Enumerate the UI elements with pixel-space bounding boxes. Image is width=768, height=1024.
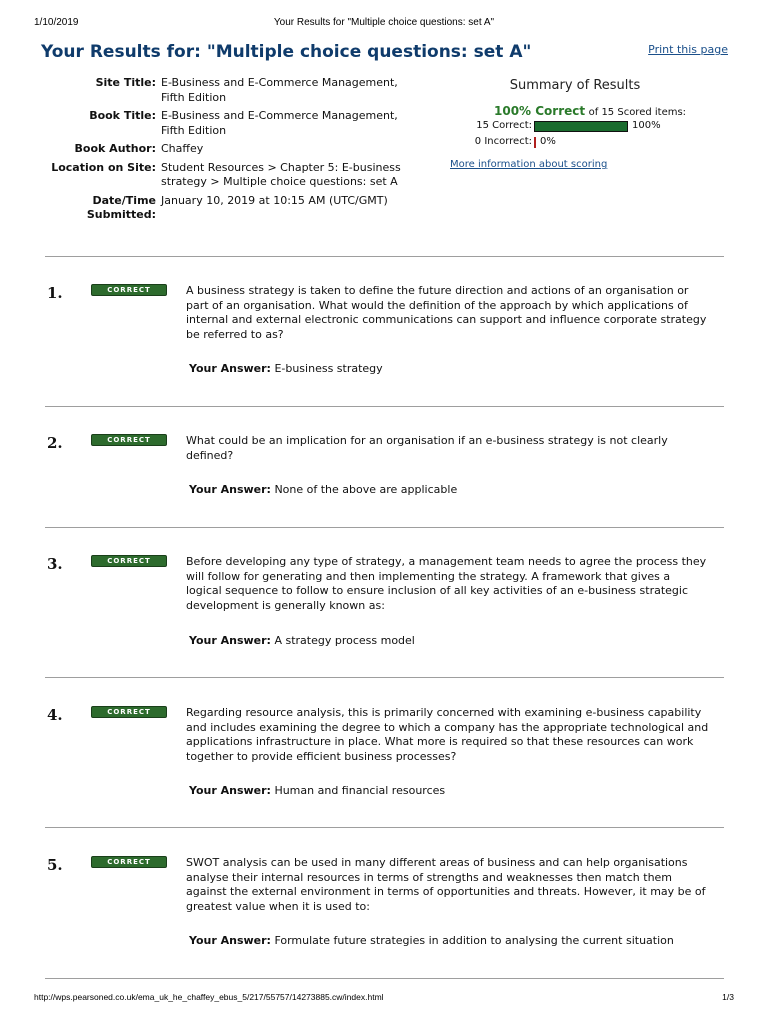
incorrect-percent: 0% (540, 136, 556, 147)
question-line: applications infrastructure in place. What more is required so that these resources can work (186, 735, 694, 749)
page-number: 1/3 (722, 992, 734, 1002)
question-number: 3. (47, 555, 63, 573)
summary-title: Summary of Results (509, 78, 641, 93)
your-answer (189, 483, 457, 496)
meta-row-location (40, 161, 430, 190)
meta-row-date-submitted (40, 194, 430, 223)
meta-value (161, 194, 430, 223)
question-text (186, 284, 726, 342)
divider (45, 256, 724, 257)
divider (45, 677, 724, 678)
print-header (34, 17, 734, 31)
question-line: Before developing any type of strategy, a management team needs to agree the process they (186, 555, 707, 568)
meta-value-line: Student Resources > Chapter 5: E-business (161, 160, 401, 174)
answer-value: Formulate future strategies in addition to analysing the current situation (274, 934, 674, 947)
print-document-title: Your Results for "Multiple choice questions: set A" (273, 17, 495, 28)
question-line: analyse their internal resources in terms of strengths and weaknesses then match them (186, 870, 673, 884)
divider (45, 978, 724, 979)
correct-bar-row (450, 120, 740, 134)
answer-value: A strategy process model (274, 634, 415, 647)
incorrect-bar (534, 137, 536, 148)
meta-value-line: Chaffey (161, 142, 204, 155)
correct-bar (534, 121, 628, 132)
question-line: internal and external electronic communications can support and influence corporate strategy (186, 313, 707, 327)
correct-label: 15 Correct: (476, 120, 532, 131)
meta-label (40, 194, 161, 223)
scored-items-text: of 15 Scored items: (588, 107, 687, 118)
meta-value (161, 76, 430, 105)
question-text (186, 856, 726, 914)
your-answer (189, 784, 445, 797)
correct-badge: CORRECT (91, 856, 167, 868)
print-date: 1/10/2019 (34, 17, 79, 28)
your-answer (189, 362, 383, 375)
meta-value (161, 109, 430, 138)
page-title: Your Results for: "Multiple choice questions: set A" (41, 42, 532, 62)
meta-value-line: E-Business and E-Commerce Management, (161, 109, 398, 122)
divider (45, 406, 724, 407)
question-line: Regarding resource analysis, this is primarily concerned with examining e-business capability (186, 706, 702, 719)
meta-value-line: Fifth Edition (161, 90, 227, 104)
meta-row-book-title (40, 109, 430, 138)
meta-label: Book Author: (74, 142, 156, 155)
print-footer (34, 992, 734, 1006)
scoring-info-link[interactable]: More information about scoring (450, 159, 608, 170)
incorrect-label: 0 Incorrect: (474, 136, 532, 147)
meta-label: Book Title: (89, 109, 156, 122)
question-number: 4. (47, 706, 63, 724)
meta-row-book-author (40, 142, 430, 157)
question-number: 2. (47, 434, 63, 452)
meta-value-line: strategy > Multiple choice questions: set A (161, 175, 398, 188)
meta-value-line: Fifth Edition (161, 123, 227, 137)
question-line: against the external environment in terms of opportunities and threats. However, it may be of (186, 885, 706, 899)
answer-label: Your Answer: (189, 784, 271, 797)
meta-label: Location on Site: (51, 160, 156, 174)
page-url: http://wps.pearsoned.co.uk/ema_uk_he_chaffey_ebus_5/217/55757/14273885.cw/index.html (34, 992, 384, 1002)
correct-bar-track (534, 121, 628, 132)
question-line: defined? (186, 448, 234, 462)
summary-percent (494, 104, 686, 118)
answer-value: Human and financial resources (274, 784, 446, 797)
question-line: greatest value when it is used to: (186, 899, 370, 913)
question-line: be referred to as? (186, 327, 284, 341)
print-page-link[interactable]: Print this page (648, 43, 728, 56)
correct-badge: CORRECT (91, 555, 167, 567)
divider (45, 827, 724, 828)
meta-value (161, 161, 430, 190)
correct-badge: CORRECT (91, 706, 167, 718)
submission-details (40, 76, 430, 227)
meta-label-line: Date/Time (92, 193, 156, 207)
percent-correct: 100% Correct (494, 104, 586, 118)
divider (45, 527, 724, 528)
correct-badge: CORRECT (91, 434, 167, 446)
question-text (186, 555, 726, 613)
question-line: development is generally known as: (186, 598, 385, 612)
meta-value (161, 142, 430, 157)
meta-value-line: January 10, 2019 at 10:15 AM (UTC/GMT) (161, 193, 388, 207)
your-answer (189, 634, 415, 647)
answer-label: Your Answer: (189, 483, 271, 496)
answer-value: E-business strategy (274, 362, 383, 375)
question-line: part of an organisation. What would the definition of the approach by which applications of (186, 298, 688, 312)
question-text (186, 434, 726, 463)
meta-value-line: E-Business and E-Commerce Management, (161, 76, 398, 89)
question-line: logical sequence to follow to ensure inclusion of all key activities of an e-business strategic (186, 584, 689, 598)
question-line: together to provide efficient business processes? (186, 749, 457, 763)
question-line: A business strategy is taken to define the future direction and actions of an organisation or (186, 284, 689, 297)
question-line: What could be an implication for an organisation if an e-business strategy is not clearly (186, 434, 668, 447)
question-line: and includes examining the degree to which a company has the appropriate technological and (186, 720, 709, 734)
question-number: 5. (47, 856, 63, 874)
answer-label: Your Answer: (189, 634, 271, 647)
question-line: will follow for generating and then implementing the strategy. A framework that gives a (186, 569, 671, 583)
correct-badge: CORRECT (91, 284, 167, 296)
incorrect-bar-row (450, 136, 740, 150)
question-number: 1. (47, 284, 63, 302)
answer-label: Your Answer: (189, 934, 271, 947)
question-text (186, 706, 726, 764)
results-summary (450, 78, 740, 170)
question-line: SWOT analysis can be used in many different areas of business and can help organisations (186, 856, 688, 869)
answer-value: None of the above are applicable (274, 483, 458, 496)
answer-label: Your Answer: (189, 362, 271, 375)
your-answer (189, 934, 674, 947)
meta-label: Site Title: (95, 76, 156, 89)
meta-label-line: Submitted: (86, 208, 156, 221)
meta-row-site-title (40, 76, 430, 105)
correct-percent: 100% (632, 120, 661, 131)
